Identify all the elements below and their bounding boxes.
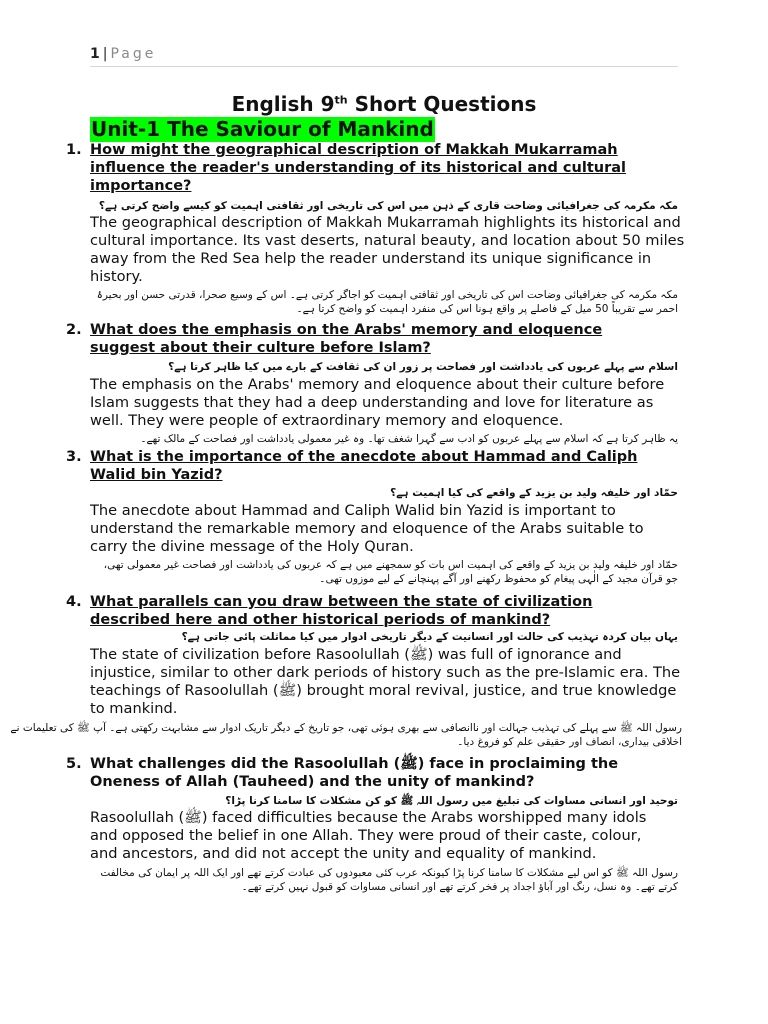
answer-urdu: مکہ مکرمہ کی جغرافیائی وضاحت اس کی تاریخی اور ثقافتی اہمیت کو اجاگر کرتی ہے۔ اس کے وسیع صحرا، قدرتی حسن اور بحیرۂ احمر سے تقریباً 50 میل کے فاصلے پر واقع ہونا اس کی منفرد اہمیت کو واضح کرتا ہے۔ xyxy=(96,289,678,315)
question-number: 1. xyxy=(66,142,82,158)
question-text: What is the importance of the anecdote about Hammad and Caliph Walid bin Yazid? xyxy=(90,449,638,483)
page-header xyxy=(90,46,678,67)
unit-heading: Unit-1 The Saviour of Mankind xyxy=(91,117,434,141)
answer-urdu: یہ ظاہر کرتا ہے کہ اسلام سے پہلے عربوں کو ادب سے گہرا شغف تھا۔ وہ غیر معمولی یادداشت اور فصاحت کے مالک تھے۔ xyxy=(140,433,678,445)
answer-text: The geographical description of Makkah Mukarramah highlights its historical and cultural importance. Its vast deserts, natural beauty, and location about 50 miles away from the Red Sea help the reader understand its unique significance in history. xyxy=(90,214,685,285)
answer-urdu: حمّاد اور خلیفہ ولید بن یزید کے واقعے کی اہمیت اس بات کو سمجھنے میں ہے کہ عربوں کی یادداشت اور فصاحت غیر معمولی تھی، جو قرآن مجید کے الٰہی پیغام کو محفوظ رکھنے اور آگے پہنچانے کے لیے موزوں تھی۔ xyxy=(103,559,678,585)
page-label: Page xyxy=(110,46,157,62)
question-number: 4. xyxy=(66,594,82,610)
question-text: How might the geographical description of Makkah Mukarramah influence the reader's understanding of its historical and cultural importance? xyxy=(90,142,626,194)
title-rest: Short Questions xyxy=(347,92,537,116)
question-number: 2. xyxy=(66,322,82,338)
question-number: 3. xyxy=(66,449,82,465)
answer-text: The emphasis on the Arabs' memory and eloquence about their culture before Islam suggests that they had a deep understanding and love for literature as well. They were people of extraordinary memory and eloquence. xyxy=(90,376,665,429)
question-text: What challenges did the Rasoolullah (ﷺ) face in proclaiming the Oneness of Allah (Tauheed) and the unity of mankind? xyxy=(90,756,619,790)
answer-urdu: رسول اللہ ﷺ کو اس لیے مشکلات کا سامنا کرنا پڑا کیونکہ عرب کئی معبودوں کی عبادت کرتے تھے اور ایک اللہ پر ایمان کی مخالفت کرتے تھے۔ وہ نسل، رنگ اور آباؤ اجداد پر فخر کرتے تھے اور انسانی مساوات کو قبول نہیں کرتے تھے۔ xyxy=(100,867,678,893)
question-urdu: توحید اور انسانی مساوات کی تبلیغ میں رسول اللہ ﷺ کو کن مشکلات کا سامنا کرنا پڑا؟ xyxy=(225,795,678,807)
question-text: What parallels can you draw between the state of civilization described here and other historical periods of mankind? xyxy=(90,594,593,628)
page-separator: | xyxy=(102,46,108,62)
question-urdu: حمّاد اور خلیفہ ولید بن یزید کے واقعے کی کیا اہمیت ہے؟ xyxy=(390,487,678,499)
answer-text: The state of civilization before Rasoolullah (ﷺ) was full of ignorance and injustice, similar to other dark periods of history such as the pre-Islamic era. The teachings of Rasoolullah (ﷺ) brought moral revival, justice, and true knowledge to mankind. xyxy=(90,646,681,717)
title-superscript: th xyxy=(334,93,348,107)
answer-text: Rasoolullah (ﷺ) faced difficulties because the Arabs worshipped many idols and opposed the belief in one Allah. They were proud of their caste, colour, and ancestors, and did not accept the unity and equality of mankind. xyxy=(90,809,647,862)
question-urdu: مکہ مکرمہ کی جغرافیائی وضاحت قاری کے ذہن میں اس کی تاریخی اور ثقافتی اہمیت کو کیسے واضح کرتی ہے؟ xyxy=(98,200,678,212)
title-main: English 9 xyxy=(231,92,335,116)
page-number: 1 xyxy=(90,46,100,62)
document-title xyxy=(0,92,768,116)
question-urdu: یہاں بیان کردہ تہذیب کی حالت اور انسانیت کے دیگر تاریخی ادوار میں کیا مماثلت پائی جاتی ہے؟ xyxy=(181,631,678,643)
answer-urdu: رسول اللہ ﷺ سے پہلے کی تہذیب جہالت اور ناانصافی سے بھری ہوئی تھی، جو تاریخ کے دیگر تاریک ادوار سے مشابہت رکھتی ہے۔ آپ ﷺ کی تعلیمات نے اخلاقی بیداری، انصاف اور حقیقی علم کو فروغ دیا۔ xyxy=(10,722,682,748)
answer-text: The anecdote about Hammad and Caliph Walid bin Yazid is important to understand the remarkable memory and eloquence of the Arabs suitable to carry the divine message of the Holy Quran. xyxy=(90,502,644,555)
question-number: 5. xyxy=(66,756,82,772)
question-urdu: اسلام سے پہلے عربوں کی یادداشت اور فصاحت پر زور ان کی ثقافت کے بارے میں کیا ظاہر کرتا ہے؟ xyxy=(168,361,678,373)
question-text: What does the emphasis on the Arabs' memory and eloquence suggest about their culture before Islam? xyxy=(90,322,603,356)
